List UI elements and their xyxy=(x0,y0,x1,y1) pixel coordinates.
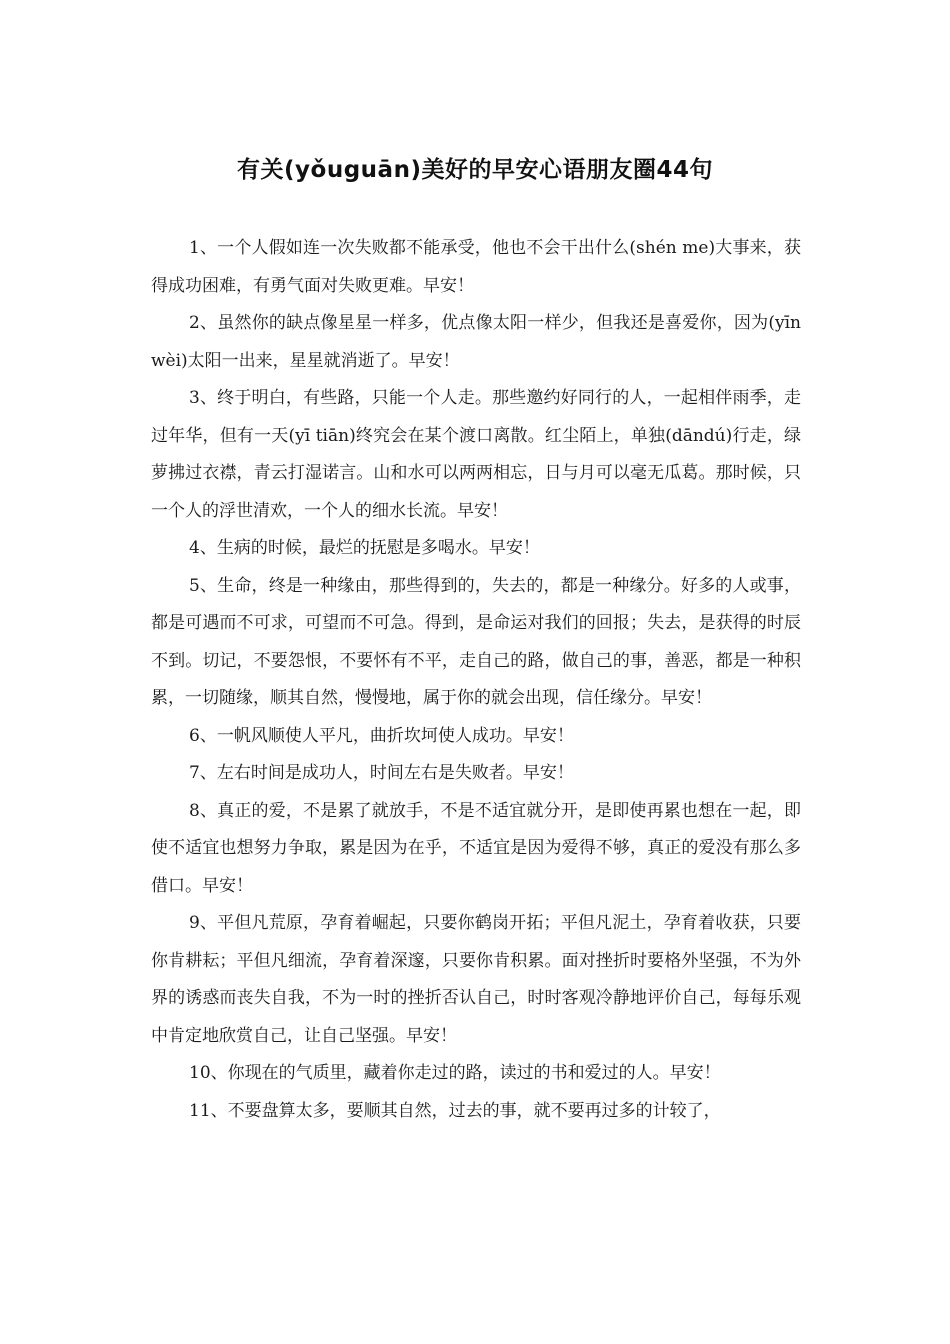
paragraph-2: 2、虽然你的缺点像星星一样多，优点像太阳一样少，但我还是喜爱你，因为(yīn wèi)太阳一出来，星星就消逝了。早安！ xyxy=(151,313,801,371)
paragraph-6: 6、一帆风顺使人平凡，曲折坎坷使人成功。早安！ xyxy=(189,725,574,746)
paragraph-10: 10、你现在的气质里，藏着你走过的路，读过的书和爱过的人。早安！ xyxy=(189,1063,721,1083)
document-body xyxy=(151,230,801,1130)
document-title: 有关(yǒuguān)美好的早安心语朋友圈44句 xyxy=(237,157,713,183)
paragraph-5: 5、生命，终是一种缘由，那些得到的，失去的，都是一种缘分。好多的人或事，都是可遇而不可求，可望而不可急。得到，是命运对我们的回报；失去，是获得的时辰不到。切记，不要怨恨，不要怀有不平，走自己的路，做自己的事，善恶，都是一种积累，一切随缘，顺其自然，慢慢地，属于你的就会出现，信任缘分。早安！ xyxy=(151,575,801,708)
paragraph-8: 8、真正的爱，不是累了就放手，不是不适宜就分开，是即使再累也想在一起，即使不适宜也想努力争取，累是因为在乎，不适宜是因为爱得不够，真正的爱没有那么多借口。早安！ xyxy=(151,800,801,896)
paragraph-4: 4、生病的时候，最烂的抚慰是多喝水。早安！ xyxy=(189,538,540,558)
paragraph-7: 7、左右时间是成功人，时间左右是失败者。早安！ xyxy=(189,763,574,783)
paragraph-9: 9、平但凡荒原，孕育着崛起，只要你鹤岗开拓；平但凡泥土，孕育着收获，只要你肯耕耘；平但凡细流，孕育着深邃，只要你肯积累。面对挫折时要格外坚强，不为外界的诱惑而丧失自我，不为一时的挫折否认自己，时时客观冷静地评价自己，每每乐观中肯定地欣赏自己，让自己坚强。早安！ xyxy=(151,913,801,1046)
paragraph-11: 11、不要盘算太多，要顺其自然，过去的事，就不要再过多的计较了， xyxy=(189,1100,721,1121)
paragraph-3: 3、终于明白，有些路，只能一个人走。那些邀约好同行的人，一起相伴雨季，走过年华，但有一天(yī tiān)终究会在某个渡口离散。红尘陌上，单独(dāndú)行走，绿萝拂过衣襟，青云打湿诺言。山和水可以两两相忘，日与月可以毫无瓜葛。那时候，只一个人的浮世清欢，一个人的细水长流。早安！ xyxy=(151,388,801,521)
paragraph-1: 1、一个人假如连一次失败都不能承受，他也不会干出什么(shén me)大事来，获得成功困难，有勇气面对失败更难。早安！ xyxy=(151,238,801,296)
